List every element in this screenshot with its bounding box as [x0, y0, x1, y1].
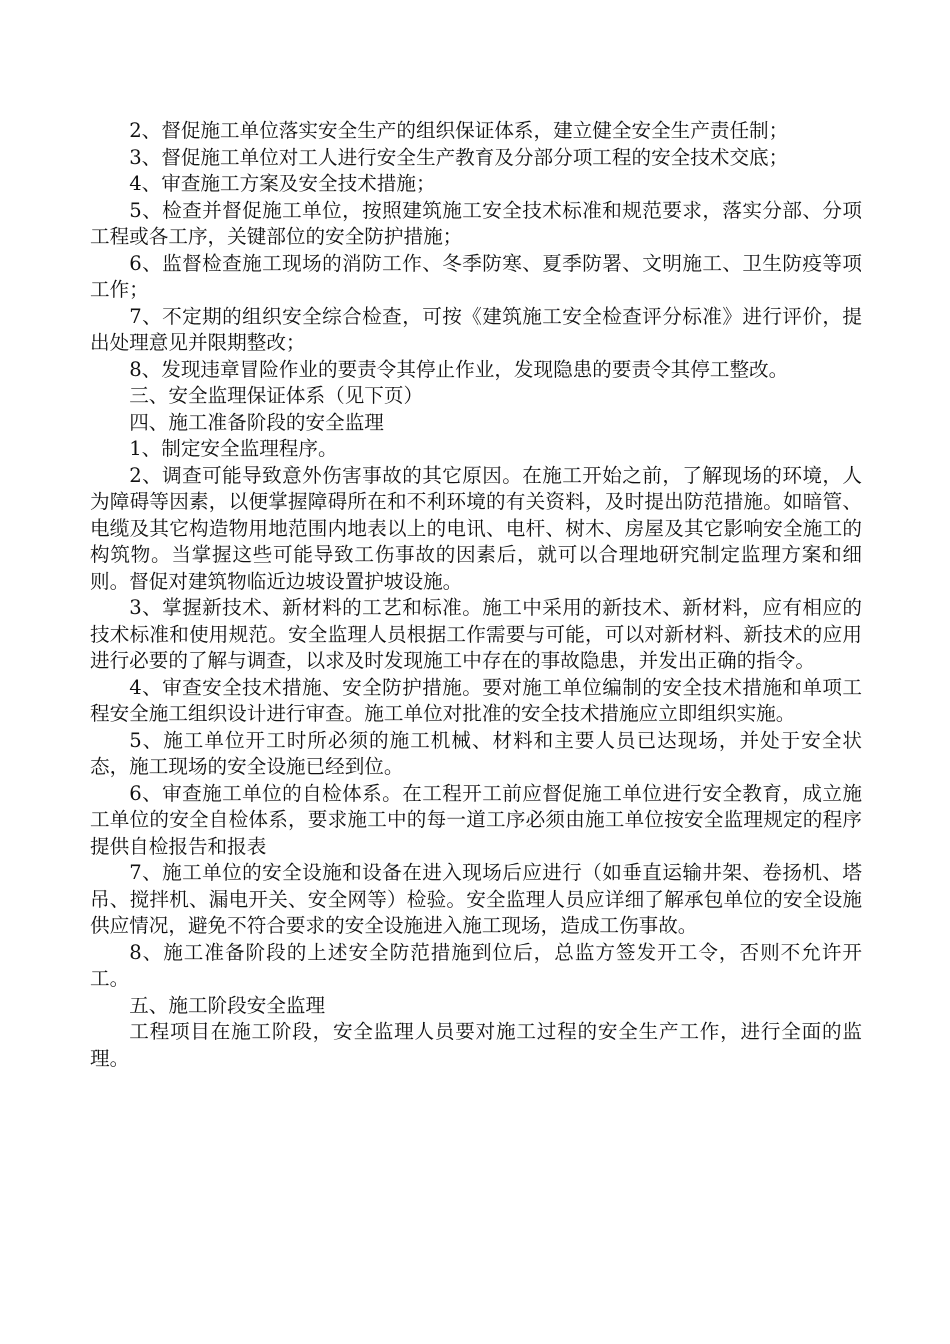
paragraph: 3、掌握新技术、新材料的工艺和标准。施工中采用的新技术、新材料，应有相应的技术标准和使用规范。安全监理人员根据工作需要与可能，可以对新材料、新技术的应用进行必要的了解与调查，以求及时发现施工中存在的事故隐患，并发出正确的指令。	[90, 596, 862, 672]
paragraph: 7、不定期的组织安全综合检查，可按《建筑施工安全检查评分标准》进行评价，提出处理意见并限期整改；	[90, 304, 862, 354]
section-heading: 五、施工阶段安全监理	[129, 993, 326, 1017]
paragraph: 6、审查施工单位的自检体系。在工程开工前应督促施工单位进行安全教育，成立施工单位的安全自检体系，要求施工中的每一道工序必须由施工单位按安全监理规定的程序提供自检报告和报表	[90, 781, 862, 858]
paragraph: 6、监督检查施工现场的消防工作、冬季防寒、夏季防署、文明施工、卫生防疫等项工作；	[90, 251, 862, 301]
paragraph: 工程项目在施工阶段，安全监理人员要对施工过程的安全生产工作，进行全面的监理。	[90, 1020, 862, 1070]
paragraph: 8、施工准备阶段的上述安全防范措施到位后，总监方签发开工令，否则不允许开工。	[90, 940, 862, 990]
paragraph: 4、审查安全技术措施、安全防护措施。要对施工单位编制的安全技术措施和单项工程安全施工组织设计进行审查。施工单位对批准的安全技术措施应立即组织实施。	[90, 675, 862, 725]
paragraph: 5、施工单位开工时所必须的施工机械、材料和主要人员已达现场，并处于安全状态，施工现场的安全设施已经到位。	[90, 728, 862, 778]
section-heading: 三、安全监理保证体系（见下页）	[129, 384, 424, 407]
paragraph: 3、督促施工单位对工人进行安全生产教育及分部分项工程的安全技术交底；	[129, 145, 789, 169]
paragraph: 8、发现违章冒险作业的要责令其停止作业，发现隐患的要责令其停工整改。	[129, 357, 789, 381]
paragraph: 2、督促施工单位落实安全生产的组织保证体系，建立健全安全生产责任制；	[129, 119, 789, 142]
paragraph: 7、施工单位的安全设施和设备在进入现场后应进行（如垂直运输井架、卷扬机、塔吊、搅拌机、漏电开关、安全网等）检验。安全监理人员应详细了解承包单位的安全设施供应情况，避免不符合要求的安全设施进入施工现场，造成工伤事故。	[90, 861, 862, 937]
document-body	[90, 118, 862, 1072]
paragraph: 5、检查并督促施工单位，按照建筑施工安全技术标准和规范要求，落实分部、分项工程或各工序，关键部位的安全防护措施；	[90, 198, 862, 248]
paragraph: 1、制定安全监理程序。	[129, 437, 338, 460]
section-heading: 四、施工准备阶段的安全监理	[129, 410, 384, 434]
paragraph: 2、调查可能导致意外伤害事故的其它原因。在施工开始之前，了解现场的环境，人为障碍等因素，以便掌握障碍所在和不利环境的有关资料，及时提出防范措施。如暗管、电缆及其它构造物用地范围内地表以上的电讯、电杆、树木、房屋及其它影响安全施工的构筑物。当掌握这些可能导致工伤事故的因素后，就可以合理地研究制定监理方案和细则。督促对建筑物临近边坡设置护坡设施。	[90, 463, 862, 593]
paragraph: 4、审查施工方案及安全技术措施；	[129, 172, 436, 195]
